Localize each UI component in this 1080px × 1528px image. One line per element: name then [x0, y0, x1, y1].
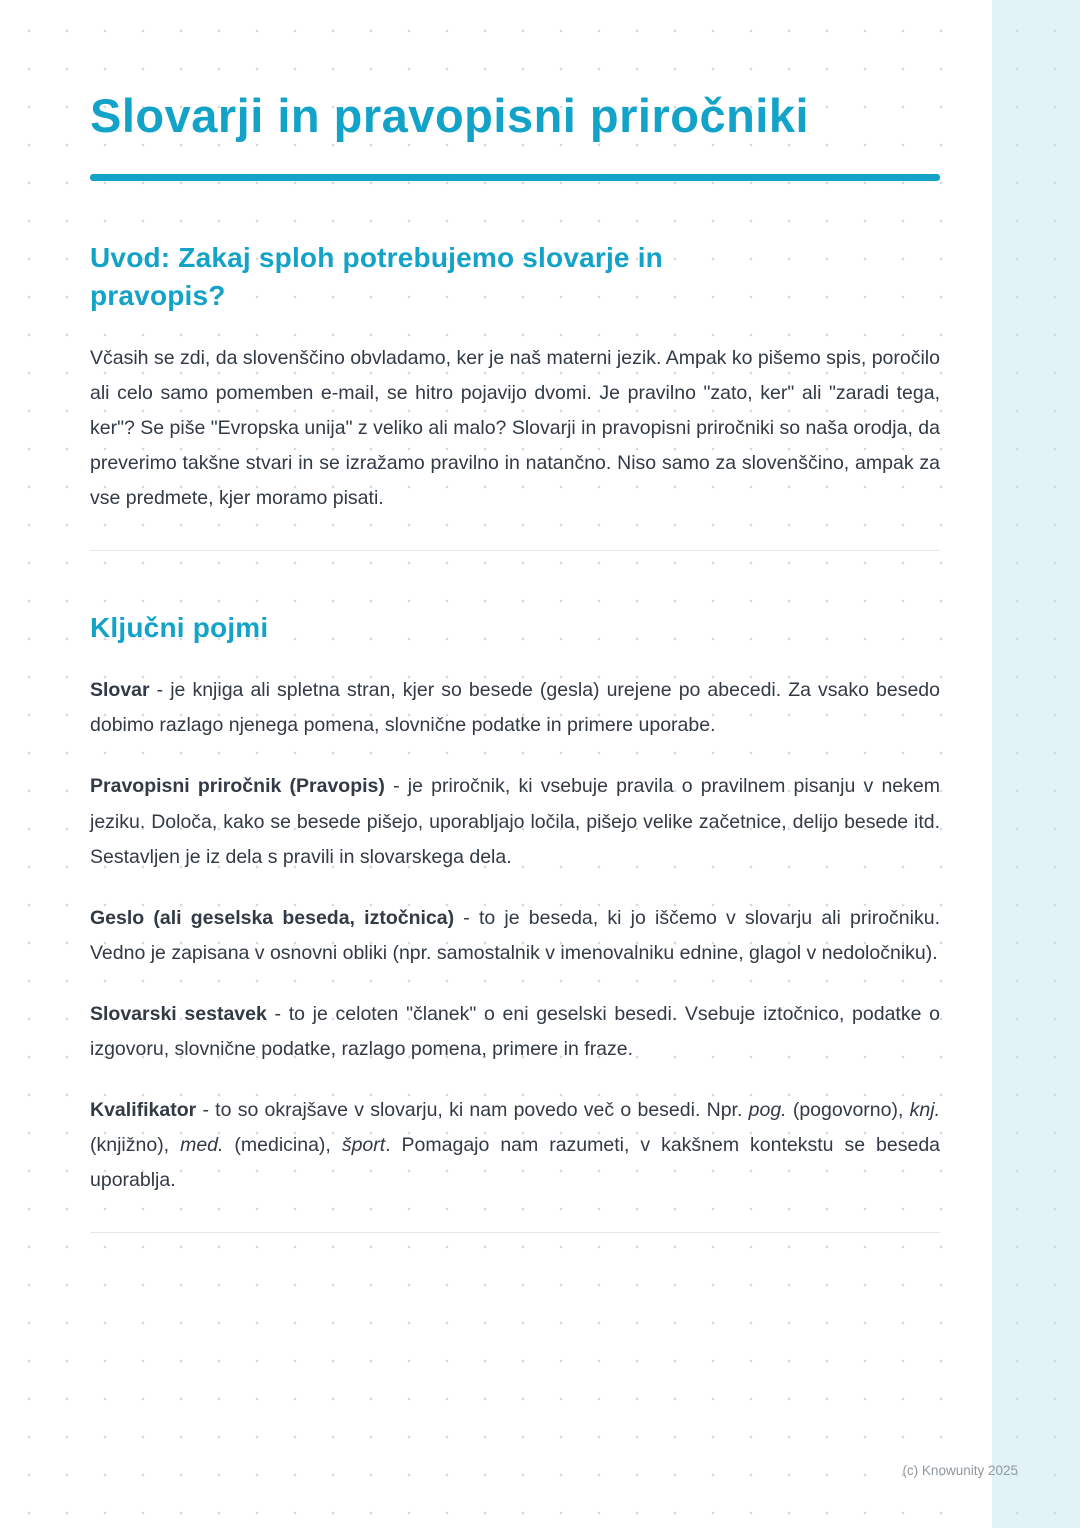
section-divider: [90, 550, 940, 551]
term-paragraph-geslo: Geslo (ali geselska beseda, iztočnica) - to je beseda, ki jo iščemo v slovarju ali priročniku. Vedno je zapisana v osnovni obliki (npr. samostalnik v imenovalniku ednine, glagol v nedoločniku).: [90, 906, 940, 964]
title-underline-rule: [90, 174, 940, 181]
section-heading-kljucni-pojmi: Ključni pojmi: [90, 612, 269, 644]
term-paragraph-pravopisni-prirocnik: Pravopisni priročnik (Pravopis) - je priročnik, ki vsebuje pravila o pravilnem pisanju v nekem jeziku. Določa, kako se besede pišejo, uporabljajo ločila, pišejo velike začetnice, delijo besede itd. Sestavljen je iz dela s pravili in slovarskega dela.: [90, 775, 940, 868]
page-title: Slovarji in pravopisni priročniki: [90, 89, 810, 142]
bottom-divider: [90, 1232, 940, 1233]
term-paragraph-slovarski-sestavek: Slovarski sestavek - to je celoten "članek" o eni geselski besedi. Vsebuje iztočnico, podatke o izgovoru, slovnične podatke, razlago pomena, primere in fraze.: [90, 1002, 940, 1060]
copyright-footer: (c) Knowunity 2025: [902, 1463, 1018, 1478]
section-heading-uvod: Uvod: Zakaj sploh potrebujemo slovarje in pravopis?: [90, 242, 663, 312]
right-accent-band: [992, 0, 1080, 1528]
term-paragraph-kvalifikator: Kvalifikator - to so okrajšave v slovarju, ki nam povedo več o besedi. Npr. pog. (pogovorno), knj. (knjižno), med. (medicina), šport. Pomagajo nam razumeti, v kakšnem kontekstu se beseda uporablja.: [90, 1099, 941, 1192]
document-content: [90, 88, 940, 1239]
intro-paragraph: Včasih se zdi, da slovenščino obvladamo, ker je naš materni jezik. Ampak ko pišemo spis, poročilo ali celo samo pomemben e-mail, se hitro pojavijo dvomi. Je pravilno "zato, ker" ali "zaradi tega, ker"? Se piše "Evropska unija" z veliko ali malo? Slovarji in pravopisni priročniki so naša orodja, da preverimo takšne stvari in se izražamo pravilno in natančno. Niso samo za slovenščino, ampak za vse predmete, kjer moramo pisati.: [90, 346, 940, 510]
right-white-gap: [970, 0, 992, 1528]
term-paragraph-slovar: Slovar - je knjiga ali spletna stran, kjer so besede (gesla) urejene po abecedi. Za vsako besedo dobimo razlago njenega pomena, slovnične podatke in primere uporabe.: [90, 679, 940, 737]
